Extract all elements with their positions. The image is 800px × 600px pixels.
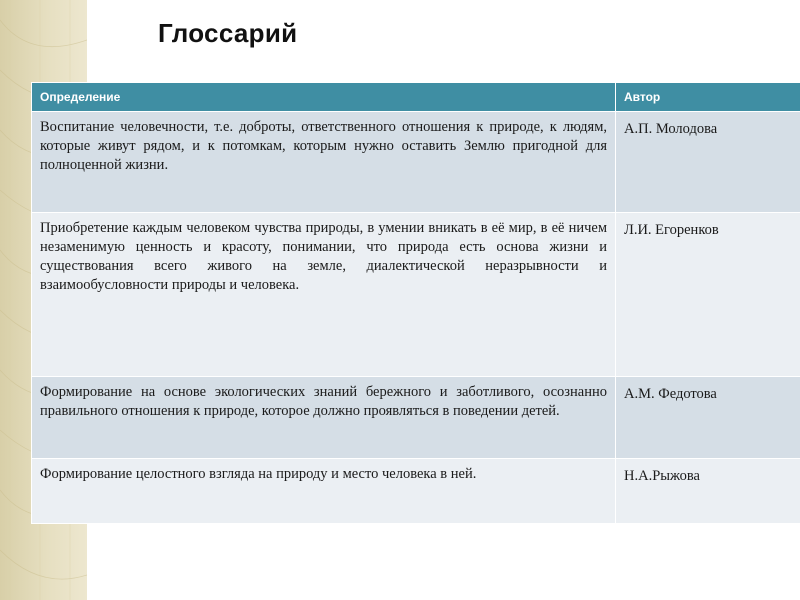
glossary-table — [31, 82, 800, 524]
table-row — [32, 213, 800, 377]
author-cell: А.П. Молодова — [616, 112, 800, 213]
definition-cell: Приобретение каждым человеком чувства природы, в умении вникать в её мир, в её ничем незаменимую ценность и красоту, понимании, что природа есть основа жизни и существования всего живого на земле, диалектической неразрывности и взаимообусловности природы и человека. — [32, 213, 616, 377]
definition-cell: Формирование целостного взгляда на природу и место человека в ней. — [32, 459, 616, 524]
column-header-definition: Определение — [32, 83, 616, 112]
table-header-row — [32, 83, 800, 112]
column-header-author: Автор — [616, 83, 800, 112]
author-cell: Л.И. Егоренков — [616, 213, 800, 377]
table-row — [32, 377, 800, 459]
author-cell: Н.А.Рыжова — [616, 459, 800, 524]
page-title: Глоссарий — [158, 18, 298, 48]
table-row — [32, 459, 800, 524]
definition-cell: Формирование на основе экологических знаний бережного и заботливого, осознанно правильного отношения к природе, которое должно проявляться в поведении детей. — [32, 377, 616, 459]
definition-cell: Воспитание человечности, т.е. доброты, ответственного отношения к природе, к людям, которые живут рядом, и к потомкам, которым нужно оставить Землю пригодной для полноценной жизни. — [32, 112, 616, 213]
table-row — [32, 112, 800, 213]
author-cell: А.М. Федотова — [616, 377, 800, 459]
